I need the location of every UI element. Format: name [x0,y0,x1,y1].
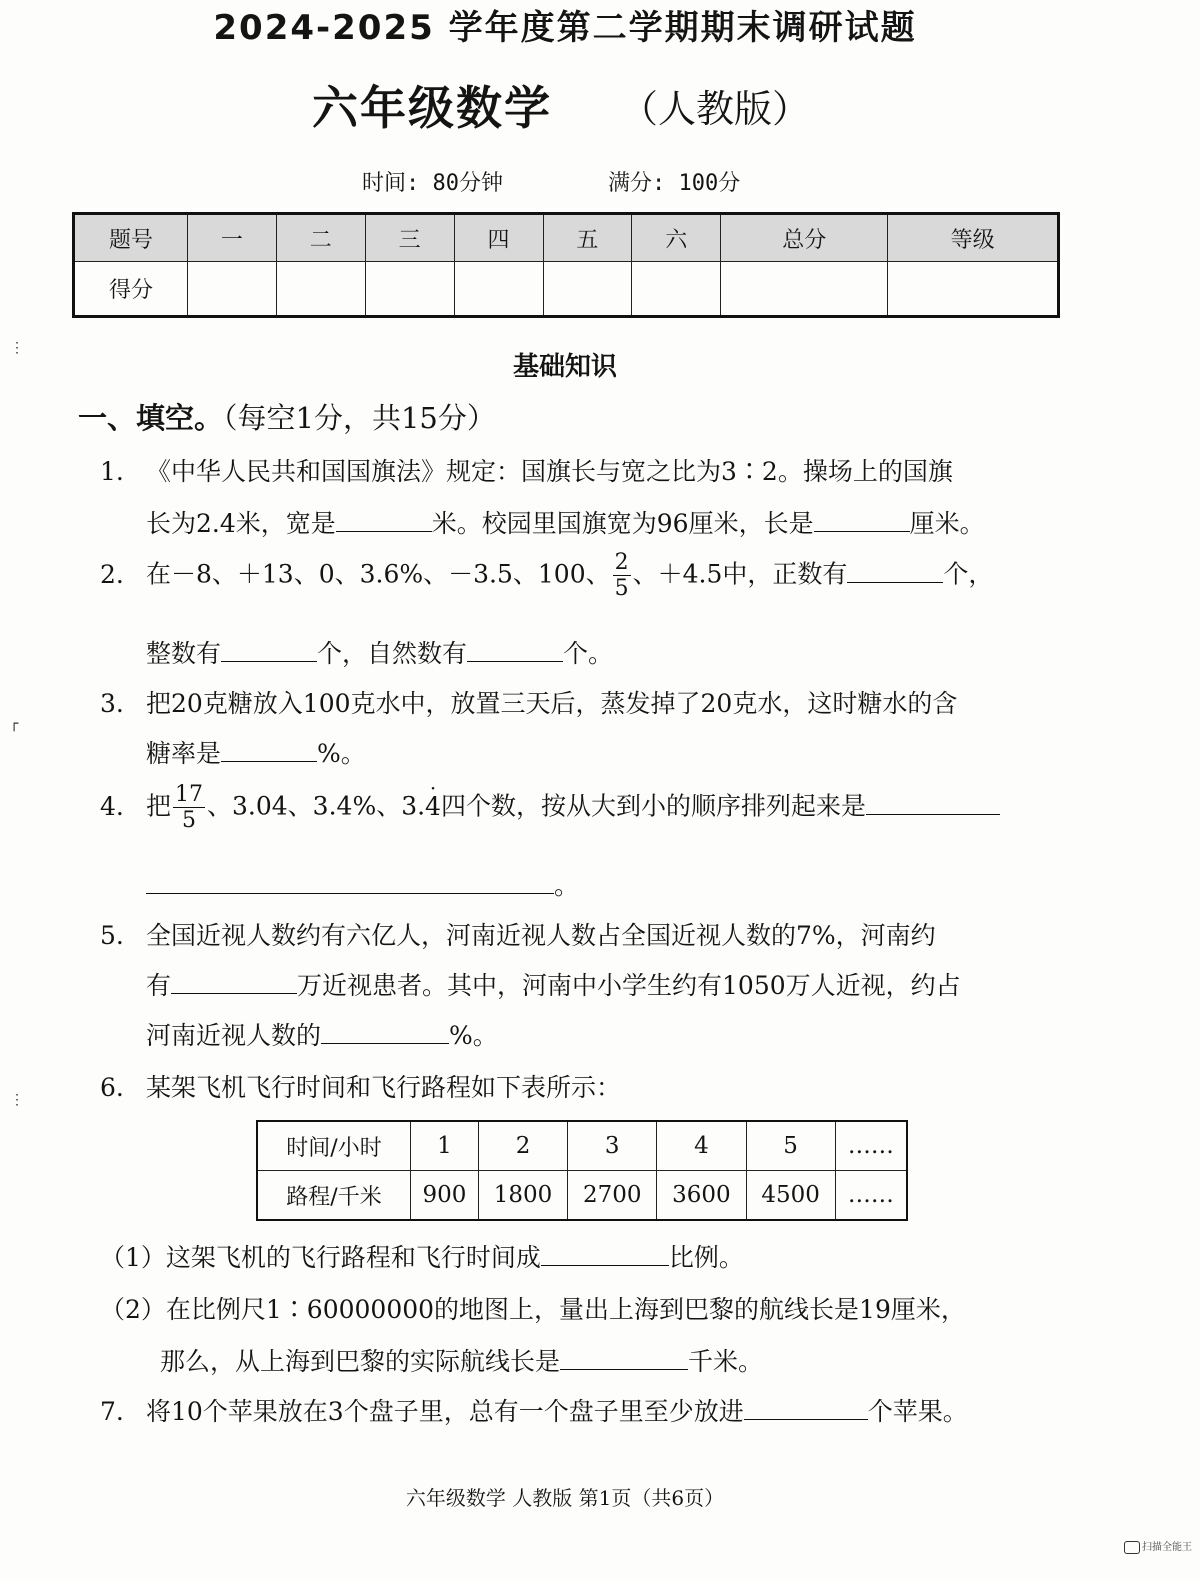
exam-title: 2024-2025 学年度第二学期期末调研试题 [213,8,917,48]
header-cell: 二 [276,214,365,262]
fraction-denominator: 5 [182,808,197,833]
table-cell: 4 [657,1121,746,1171]
question-4-line-2 [146,866,579,902]
answer-blank[interactable] [560,1343,688,1370]
table-cell: 4500 [746,1171,835,1221]
question-number: 2. [100,559,124,589]
question-3-line-1 [100,684,957,720]
question-number: 5. [100,921,124,950]
table-cell: 3 [568,1121,657,1171]
question-text: 有 [146,971,172,1000]
score-cell[interactable] [454,262,543,317]
question-5-line-2 [146,966,961,1002]
question-text: %。 [449,1021,498,1050]
question-text: 、＋4.5中，正数有 [632,559,848,589]
question-text: 万近视患者。其中，河南中小学生约有1050万人近视，约占 [297,971,961,1000]
answer-blank[interactable] [171,967,297,994]
question-text: 比例。 [668,1243,744,1272]
table-cell: 5 [746,1121,835,1171]
question-text: 把 [146,791,172,821]
question-text: 全国近视人数约有六亿人，河南近视人数占全国近视人数的7%，河南约 [146,921,936,950]
answer-blank[interactable] [744,1393,868,1420]
row-label: 路程/千米 [257,1171,411,1221]
scanner-logo-icon [1124,1541,1140,1554]
question-6-sub-1 [100,1238,744,1274]
question-4-line-1 [100,784,1000,832]
answer-blank[interactable] [847,555,943,582]
score-cell[interactable] [276,262,365,317]
table-row [257,1121,907,1171]
sub-question-number: （2） [100,1295,166,1324]
question-text: 米。校园里国旗宽为96厘米，长是 [431,509,814,538]
question-6-line-1 [100,1068,621,1104]
score-cell[interactable] [888,262,1059,317]
fraction-denominator: 5 [614,576,629,601]
table-cell: 2 [478,1121,567,1171]
question-number: 7. [100,1397,124,1426]
section-note: （每空1分，共15分） [223,401,496,435]
question-text: 在－8、＋13、0、3.6%、－3.5、100、 [146,559,611,589]
question-number: 6. [100,1073,124,1102]
answer-blank[interactable] [467,635,563,662]
question-number: 4. [100,791,124,821]
answer-blank[interactable] [221,635,317,662]
question-1-line-1 [100,452,953,488]
question-2-line-2 [146,634,613,670]
header-cell: 题号 [74,214,188,262]
question-text: 长为2.4米，宽是 [146,509,336,538]
answer-blank[interactable] [814,505,910,532]
section-heading [78,396,496,437]
question-text: 。 [554,871,580,900]
binding-margin-mark: ┌ [10,716,19,732]
subject-title: 六年级数学 [312,81,552,135]
section-number: 一、填空。 [78,401,224,435]
question-text: 将10个苹果放在3个盘子里，总有一个盘子里至少放进 [146,1397,744,1426]
question-text: 个， [943,559,994,589]
score-cell[interactable] [188,262,277,317]
header-cell: 一 [188,214,277,262]
question-6-sub-2-line-1 [100,1290,966,1326]
answer-blank[interactable] [221,735,317,762]
question-text: 糖率是 [146,739,222,768]
question-text: 四个数，按从大到小的顺序排列起来是 [440,791,866,821]
fraction [173,784,205,832]
score-table-score-row [74,262,1059,317]
question-text: 个。 [563,639,614,668]
score-cell[interactable] [721,262,888,317]
question-text: 把20克糖放入100克水中，放置三天后，蒸发掉了20克水，这时糖水的含 [146,689,958,718]
question-text: 《中华人民共和国国旗法》规定：国旗长与宽之比为3∶2。操场上的国旗 [146,457,953,486]
header-cell: 六 [632,214,721,262]
question-text: 那么，从上海到巴黎的实际航线长是 [160,1347,561,1376]
scanner-name: 扫描全能王 [1142,1542,1192,1553]
binding-margin-mark: ⋮ [10,340,24,356]
fraction [613,552,631,600]
table-cell: 1 [411,1121,479,1171]
table-cell: 2700 [568,1171,657,1221]
binding-margin-mark: ⋮ [10,1092,24,1108]
part-title: 基础知识 [512,352,617,382]
question-7 [100,1392,968,1428]
question-number: 1. [100,457,124,486]
question-1-line-2 [146,504,985,540]
question-text: 、3.04、3.4%、3. [207,791,426,821]
repeating-decimal-digit: · 4 [425,792,441,821]
answer-blank[interactable] [321,1017,449,1044]
question-text: 个苹果。 [867,1397,968,1426]
full-score: 满分: 100分 [608,171,741,196]
row-label: 时间/小时 [257,1121,411,1171]
answer-blank[interactable] [146,867,554,894]
question-3-line-2 [146,734,366,770]
question-6-sub-2-line-2 [160,1342,763,1378]
question-text: %。 [317,739,366,768]
table-cell: 1800 [478,1171,567,1221]
question-text: 这架飞机的飞行路程和飞行时间成 [165,1243,541,1272]
answer-blank[interactable] [541,1239,669,1266]
table-cell: 900 [411,1171,479,1221]
score-row-label: 得分 [74,262,188,317]
answer-blank[interactable] [336,505,432,532]
answer-blank[interactable] [866,787,1000,814]
question-text: 在比例尺1∶60000000的地图上，量出上海到巴黎的航线长是19厘米， [165,1295,966,1324]
question-5-line-1 [100,916,936,952]
question-text: 整数有 [146,639,222,668]
table-cell: 3600 [657,1171,746,1221]
score-table-header-row [74,214,1059,262]
header-cell: 等级 [888,214,1059,262]
scanner-watermark [1124,1538,1192,1554]
header-cell: 总分 [721,214,888,262]
flight-table [256,1120,908,1221]
table-cell: …… [835,1171,907,1221]
sub-question-number: （1） [100,1243,166,1272]
score-cell[interactable] [632,262,721,317]
edition-label: （人教版） [620,87,811,131]
question-text: 厘米。 [909,509,985,538]
question-text: 个，自然数有 [317,639,468,668]
page-footer: 六年级数学 人教版 第1页（共6页） [405,1486,725,1510]
fraction-numerator: 17 [175,782,204,807]
question-number: 3. [100,689,124,718]
score-cell[interactable] [365,262,454,317]
table-cell: …… [835,1121,907,1171]
question-text: 某架飞机飞行时间和飞行路程如下表所示： [146,1073,622,1102]
header-cell: 五 [543,214,632,262]
header-cell: 三 [365,214,454,262]
question-2-line-1 [100,552,993,600]
question-text: 河南近视人数的 [146,1021,322,1050]
fraction-numerator: 2 [614,550,629,575]
score-table [72,212,1060,318]
time-limit: 时间: 80分钟 [362,171,503,196]
header-cell: 四 [454,214,543,262]
table-row [257,1171,907,1221]
question-text: 千米。 [688,1347,764,1376]
score-cell[interactable] [543,262,632,317]
question-5-line-3 [146,1016,498,1052]
